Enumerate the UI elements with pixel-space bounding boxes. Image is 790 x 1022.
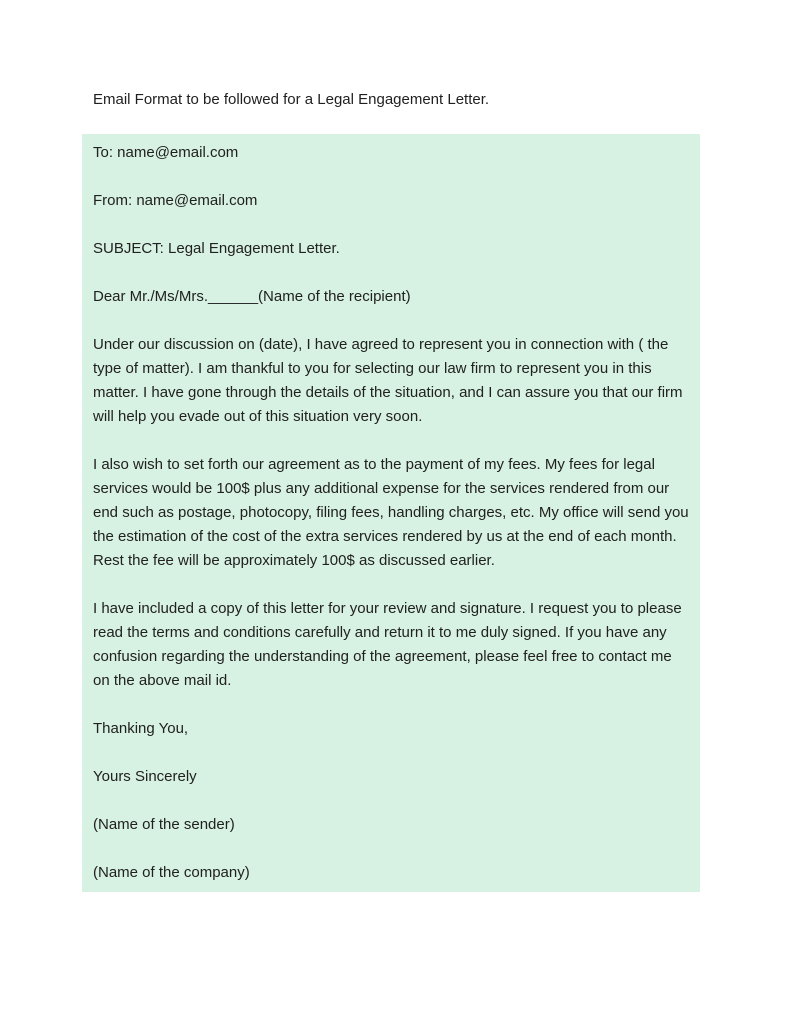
email-sender-placeholder: (Name of the sender): [93, 816, 235, 833]
document-heading: Email Format to be followed for a Legal Engagement Letter.: [93, 91, 490, 108]
email-body-paragraph: I also wish to set forth our agreement as to the payment of my fees. My fees for legal services would be 100$ plus any additional expense for the services rendered from our end such as postage, photocopy, filing fees, handling charges, etc. My office will send you the estimation of the cost of the extra services rendered by us at the end of each month. Rest the fee will be approximately 100$ as discussed earlier.: [93, 456, 689, 569]
email-body-paragraph: I have included a copy of this letter for your review and signature. I request you to please read the terms and conditions carefully and return it to me duly signed. If you have any confusion regarding the understanding of the agreement, please feel free to contact me on the above mail id.: [93, 600, 682, 689]
email-closing-line: Thanking You,: [93, 720, 189, 737]
email-to-line: To: name@email.com: [93, 144, 239, 161]
email-from-line: From: name@email.com: [93, 192, 258, 209]
email-salutation: Dear Mr./Ms/Mrs.______(Name of the recipient): [93, 288, 411, 305]
email-template-highlight-block: [82, 134, 700, 892]
email-body-paragraph: Under our discussion on (date), I have agreed to represent you in connection with ( the type of matter). I am thankful to you for selecting our law firm to represent you in this matter. I have gone through the details of the situation, and I can assure you that our firm will help you evade out of this situation very soon.: [93, 336, 683, 425]
email-subject-line: SUBJECT: Legal Engagement Letter.: [93, 240, 340, 257]
email-company-placeholder: (Name of the company): [93, 864, 250, 881]
email-signoff-line: Yours Sincerely: [93, 768, 197, 785]
